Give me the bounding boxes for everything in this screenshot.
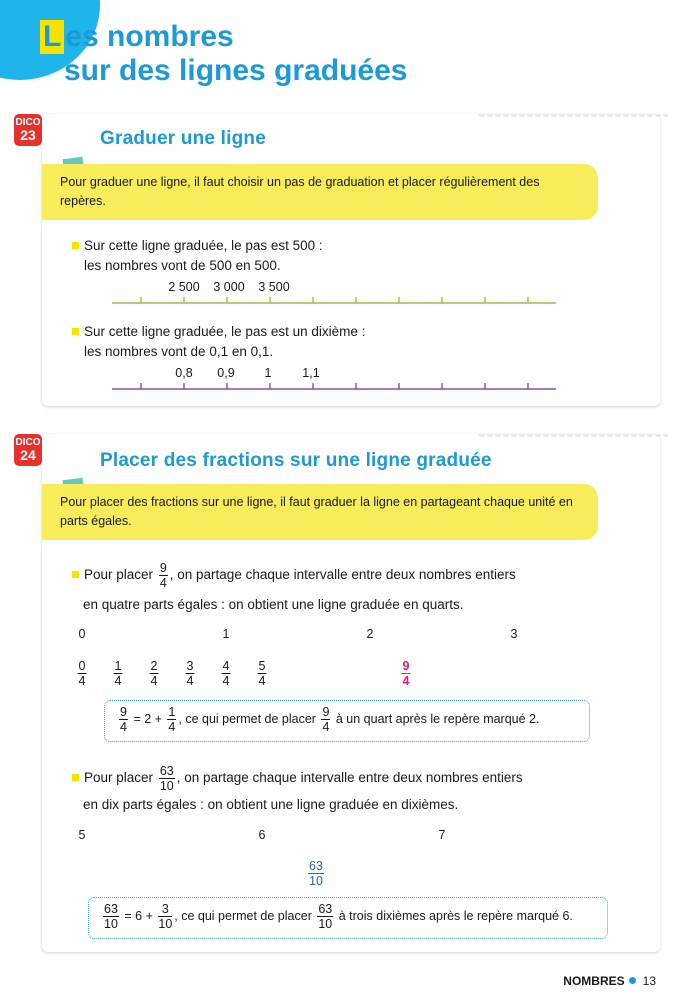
fraction-den: 4 [159,576,167,590]
fraction-num: 0 [78,659,86,673]
explanation-box [104,700,590,742]
fraction-den: 10 [309,874,323,888]
fraction [119,705,128,734]
example-text [72,764,523,793]
fraction-label [220,659,233,688]
title-initial: L [40,20,64,54]
fraction-num: 9 [159,561,167,575]
fraction [258,659,267,688]
integer-label: 7 [438,828,446,842]
fraction-num: 1 [168,705,176,719]
title-line1: es nombres [65,20,234,53]
explanation-text: à un quart après le repère marqué 2. [335,711,540,726]
page-footer [563,974,656,988]
tick-label: 1,1 [302,366,320,380]
fraction-den: 4 [120,720,127,734]
fraction-den: 4 [186,674,194,688]
rule-band: Pour graduer une ligne, il faut choisir un pas de graduation et placer régulièrement des repères. [42,164,598,220]
fraction-den: 4 [322,720,330,734]
tick-label: 0,8 [175,366,193,380]
fraction-den: 4 [258,674,266,688]
highlight-fraction-label [306,859,326,888]
example-line: Sur cette ligne graduée, le pas est 500 : [84,238,323,253]
fraction [150,659,159,688]
fraction [321,705,330,734]
fraction [186,659,195,688]
tick-label: 1 [264,366,272,380]
dico-number: 24 [20,447,36,463]
tick-label: 0,9 [217,366,235,380]
fraction-num: 3 [158,902,172,917]
fraction-label [112,659,125,688]
fraction-label [256,659,269,688]
rule-band: Pour placer des fractions sur une ligne, il faut graduer la ligne en partageant chaque unité en parts égales. [42,484,598,540]
integer-label: 2 [366,627,374,641]
fraction-num: 9 [322,705,330,719]
fraction [167,705,176,734]
dico-number: 23 [20,127,36,143]
example-line: , on partage chaque intervalle entre deux nombres entiers [169,567,516,583]
fraction [308,859,324,888]
tick-label: 3 500 [258,280,290,294]
bullet-square-icon [72,571,79,578]
footer-label: NOMBRES [563,974,625,988]
example-line: , on partage chaque intervalle entre deux nombres entiers [176,770,523,786]
fraction-num: 63 [104,902,118,916]
example-line: en quatre parts égales : on obtient une ligne graduée en quarts. [83,597,464,612]
fraction-label [76,659,89,688]
equation-text: = 6 + [124,908,153,923]
fraction [402,659,411,688]
fraction [114,659,123,688]
explanation-text: , ce qui permet de placer [174,908,312,923]
example-intro: Pour placer [84,567,154,583]
fraction-num: 5 [258,659,266,673]
page-number: 13 [642,974,656,988]
dico-word: DICO [15,117,41,128]
footer-dot-icon [629,977,636,984]
example-text [72,322,365,362]
example-intro: Pour placer [84,770,154,786]
example-line: les nombres vont de 0,1 en 0,1. [84,344,274,359]
section-heading: Graduer une ligne [100,128,266,149]
fraction [159,764,175,793]
explanation-box [88,897,608,939]
title-line2: sur des lignes graduées [64,54,408,87]
fraction [78,659,87,688]
integer-label: 0 [78,627,86,641]
fraction-den: 4 [402,674,410,688]
fraction-num: 2 [150,659,158,673]
fraction [103,902,119,931]
highlight-fraction-label [400,659,413,688]
fraction-num: 63 [159,764,174,778]
fraction-num: 1 [114,659,122,673]
bullet-square-icon [72,328,79,335]
number-line-steps-500 [112,297,556,303]
fraction [159,561,168,590]
fraction-num: 3 [186,659,194,673]
example-line: les nombres vont de 500 en 500. [84,258,281,273]
fraction-num: 9 [402,659,410,673]
fraction-num: 9 [120,705,127,719]
integer-label: 6 [258,828,266,842]
fraction-den: 10 [159,779,174,793]
fraction [222,659,231,688]
integer-label: 1 [222,627,230,641]
explanation-content [101,902,573,931]
explanation-content [117,705,539,734]
tick-label: 2 500 [168,280,200,294]
section-heading: Placer des fractions sur une ligne graduée [100,450,492,471]
fraction-num: 63 [318,902,333,916]
fraction [317,902,333,931]
fraction [158,902,172,931]
fraction-den: 4 [168,720,176,734]
fraction-den: 10 [158,917,173,931]
number-line-tenths [112,383,556,389]
fraction-label [184,659,197,688]
fraction-label [148,659,161,688]
integer-label: 5 [78,828,86,842]
bullet-square-icon [72,774,79,781]
fraction-den: 4 [150,674,158,688]
integer-label: 3 [510,627,518,641]
zigzag-edge [478,434,668,442]
fraction-den: 10 [318,917,333,931]
fraction-den: 4 [114,674,122,688]
fraction-den: 10 [104,917,118,931]
dico-badge-24[interactable] [14,434,42,466]
example-text [72,561,516,590]
explanation-text: , ce qui permet de placer [178,711,316,726]
equation-text: = 2 + [133,711,162,726]
fraction-num: 63 [309,859,323,873]
tick-label: 3 000 [213,280,245,294]
explanation-text: à trois dixièmes après le repère marqué 6. [338,908,573,923]
fraction-num: 4 [222,659,230,673]
dico-word: DICO [15,437,41,448]
example-line: en dix parts égales : on obtient une ligne graduée en dixièmes. [83,797,459,812]
fraction-den: 4 [78,674,86,688]
example-line: Sur cette ligne graduée, le pas est un dixième : [84,324,366,339]
fraction-den: 4 [222,674,230,688]
